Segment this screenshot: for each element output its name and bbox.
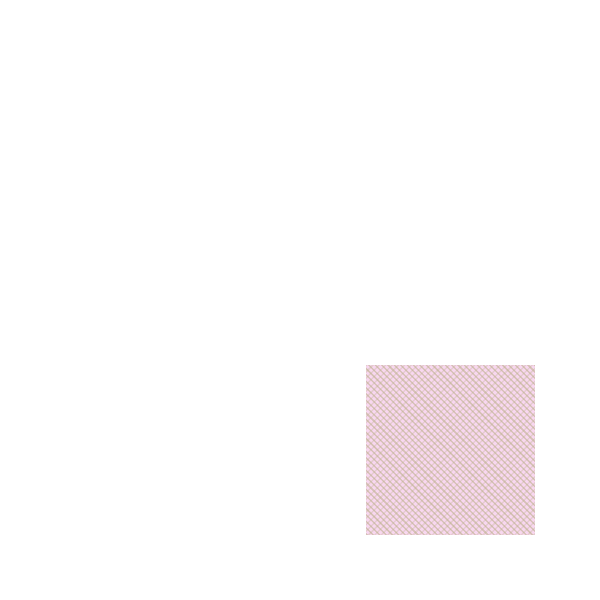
gene-info-panel — [366, 365, 535, 535]
